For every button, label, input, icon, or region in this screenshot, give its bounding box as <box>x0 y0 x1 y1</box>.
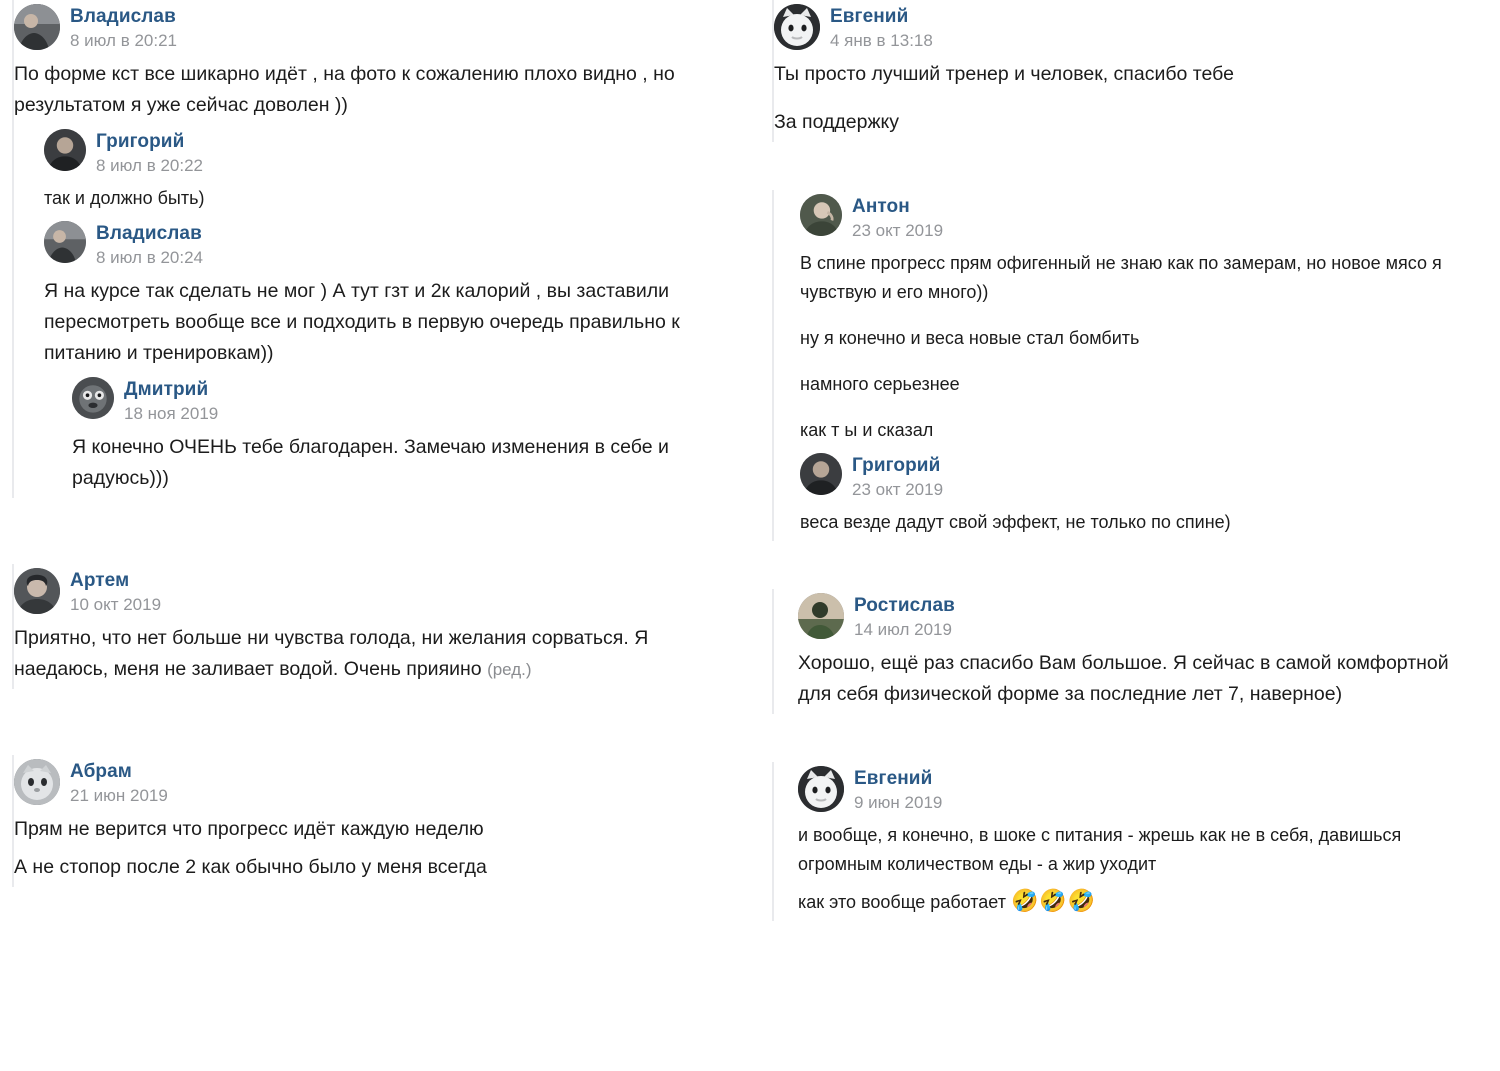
text-gap <box>800 353 1480 363</box>
laughing-emoji: 🤣🤣🤣 <box>1010 888 1097 913</box>
avatar-vladislav[interactable] <box>44 221 86 263</box>
comment-text-2: ну я конечно и веса новые стал бомбить <box>800 328 1140 348</box>
avatar-dmitriy[interactable] <box>72 377 114 419</box>
comment[interactable] <box>44 125 730 217</box>
comment-author-block <box>70 568 161 616</box>
comment[interactable] <box>774 0 1480 142</box>
comment[interactable] <box>800 190 1480 449</box>
comment-author[interactable]: Владислав <box>70 6 176 27</box>
text-gap <box>800 307 1480 317</box>
block-spacer <box>772 567 1480 589</box>
avatar-evgeniy[interactable] <box>774 4 820 50</box>
text-gap <box>800 399 1480 409</box>
comment-author-block <box>70 4 177 52</box>
comment-text <box>14 623 730 685</box>
avatar-evgeniy[interactable] <box>798 766 844 812</box>
comment-author-block <box>830 4 933 52</box>
comment-text: так и должно быть) <box>44 188 205 208</box>
comment-author-block <box>854 593 955 641</box>
comment-header <box>14 755 730 807</box>
comment-thread-4 <box>772 0 1480 142</box>
comment-date: 23 окт 2019 <box>852 480 944 499</box>
comment-author[interactable]: Антон <box>852 196 910 217</box>
comment-author[interactable]: Евгений <box>830 6 909 27</box>
comment-text-2: За поддержку <box>774 111 900 133</box>
comment-author[interactable]: Артем <box>70 570 130 591</box>
comment-header <box>798 762 1480 814</box>
comment-edited-marker: (ред.) <box>487 660 532 679</box>
comment-text-4: как т ы и сказал <box>800 420 934 440</box>
comment-text: Я на курсе так сделать не мог ) А тут гзт и 2к калорий , вы заставили пересмотреть вообще все и подходить в первую очередь правильно к питанию и тренировкам)) <box>44 280 680 364</box>
comment-author[interactable]: Владислав <box>96 223 202 244</box>
text-gap <box>774 90 1480 100</box>
comment-author[interactable]: Евгений <box>854 768 933 789</box>
comment-text: и вообще, я конечно, в шоке с питания - жрешь как не в себя, давишься огромным количеством еды - а жир уходит <box>798 825 1402 874</box>
comment[interactable] <box>72 373 730 498</box>
comment-author[interactable]: Григорий <box>96 131 185 152</box>
comment-author-block <box>852 453 943 501</box>
comment-text-2-main: как это вообще работает <box>798 892 1006 912</box>
comment-text-main: Приятно, что нет больше ни чувства голода, ни желания сорваться. Я наедаюсь, меня не заливает водой. Очень прияино <box>14 627 649 680</box>
comment[interactable] <box>14 0 730 125</box>
comment-text: веса везде дадут свой эффект, не только по спине) <box>800 512 1231 532</box>
comment-header <box>14 564 730 616</box>
block-spacer <box>772 740 1480 762</box>
comment-header <box>44 125 730 177</box>
comment-text: Я конечно ОЧЕНЬ тебе благодарен. Замечаю изменения в себе и радуюсь))) <box>72 436 669 489</box>
avatar-vladislav[interactable] <box>14 4 60 50</box>
comment-date: 8 июл в 20:21 <box>70 31 177 50</box>
comment-author-block <box>124 377 218 425</box>
comment-date: 23 окт 2019 <box>852 221 944 240</box>
comment-date: 9 июн 2019 <box>854 793 943 812</box>
comment-author-block <box>96 221 203 269</box>
comment-date: 8 июл в 20:22 <box>96 156 203 175</box>
comment[interactable] <box>44 217 730 373</box>
block-spacer <box>12 524 730 564</box>
comment-author[interactable]: Ростислав <box>854 595 955 616</box>
avatar-grigoriy[interactable] <box>800 453 842 495</box>
avatar-rostislav[interactable] <box>798 593 844 639</box>
comment-date: 10 окт 2019 <box>70 595 162 614</box>
comment-author-block <box>852 194 943 242</box>
comment-date: 18 ноя 2019 <box>124 404 219 423</box>
comment[interactable] <box>798 762 1480 921</box>
avatar-artem[interactable] <box>14 568 60 614</box>
comment[interactable] <box>800 449 1480 541</box>
comment-header <box>72 373 730 425</box>
comment-thread-2 <box>12 564 730 689</box>
comment-text-2 <box>798 886 1480 917</box>
comment-thread-3 <box>12 755 730 887</box>
comment-date: 14 июл 2019 <box>854 620 952 639</box>
block-spacer <box>12 715 730 755</box>
comment-text: Хорошо, ещё раз спасибо Вам большое. Я сейчас в самой комфортной для себя физической форме за последние лет 7, наверное) <box>798 652 1449 705</box>
comment-text-3: намного серьезнее <box>800 374 960 394</box>
comment[interactable] <box>14 564 730 689</box>
comment-header <box>798 589 1480 641</box>
comment-text: Прям не верится что прогресс идёт каждую неделю <box>14 818 484 840</box>
comment-text-2: А не стопор после 2 как обычно было у меня всегда <box>14 856 487 878</box>
comment-author-block <box>96 129 203 177</box>
comment-author-block <box>854 766 942 814</box>
avatar-anton[interactable] <box>800 194 842 236</box>
comment-text: Ты просто лучший тренер и человек, спасибо тебе <box>774 63 1234 85</box>
comment-date: 8 июл в 20:24 <box>96 248 203 267</box>
block-spacer <box>772 168 1480 190</box>
comment-author[interactable]: Григорий <box>852 455 941 476</box>
right-column <box>750 0 1500 1071</box>
comment-text: В спине прогресс прям офигенный не знаю как по замерам, но новое мясо я чувствую и его много)) <box>800 253 1442 302</box>
comment-thread-1 <box>12 0 730 498</box>
comment-header <box>800 449 1480 501</box>
comment-author-block <box>70 759 168 807</box>
comment-author[interactable]: Абрам <box>70 761 132 782</box>
comment-date: 4 янв в 13:18 <box>830 31 933 50</box>
comment-thread-7 <box>772 762 1480 921</box>
comment-thread-6 <box>772 589 1480 714</box>
comment-header <box>800 190 1480 242</box>
comment-author[interactable]: Дмитрий <box>124 379 209 400</box>
comment-text: По форме кст все шикарно идёт , на фото к сожалению плохо видно , но результатом я уже сейчас доволен )) <box>14 63 675 116</box>
comment-header <box>44 217 730 269</box>
avatar-abram[interactable] <box>14 759 60 805</box>
avatar-grigoriy[interactable] <box>44 129 86 171</box>
comment-header <box>14 0 730 52</box>
comment-date: 21 июн 2019 <box>70 786 168 805</box>
comment[interactable] <box>14 755 730 887</box>
comment-thread-5 <box>772 190 1480 541</box>
comment[interactable] <box>798 589 1480 714</box>
comment-header <box>774 0 1480 52</box>
